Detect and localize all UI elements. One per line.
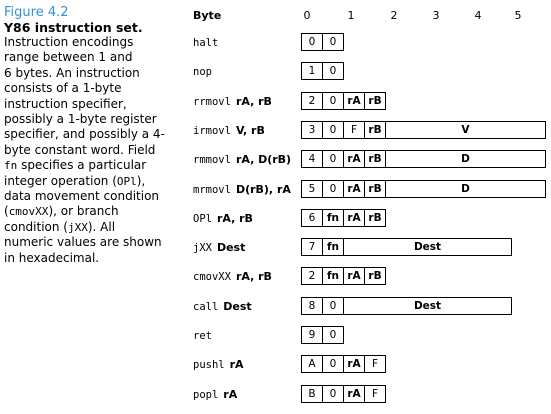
caption-text: condition ( [4, 219, 68, 234]
caption-text: Instruction encodings [4, 35, 134, 49]
instruction-row-irmovl [0, 121, 551, 141]
caption-text: 6 bytes. An instruction [4, 65, 140, 80]
instruction-row-mrmovl [0, 180, 551, 200]
instruction-row-opl [0, 209, 551, 229]
operands: rA, rB [216, 211, 253, 225]
encoding-field: 8 [301, 297, 323, 315]
operands: rA, rB [235, 270, 272, 284]
opcode-name: ret [193, 330, 212, 342]
encoding-field: 0 [322, 92, 344, 110]
instruction-row-rmmovl [0, 150, 551, 173]
caption-text: possibly a 1-byte register [4, 112, 157, 127]
encoding-field: 2 [301, 92, 323, 110]
caption-code: OPl [116, 174, 137, 188]
encoding-field: rA [343, 355, 365, 373]
instruction-label [193, 212, 253, 225]
operands: Dest [216, 241, 246, 255]
operands: rA, rB [235, 94, 272, 108]
operands: rA [223, 387, 238, 401]
encoding-field: 9 [301, 326, 323, 344]
instruction-label [193, 183, 291, 196]
instruction-row-ret [0, 326, 551, 346]
encoding-field: Dest [343, 238, 512, 256]
encoding-field: 0 [322, 150, 344, 168]
encoding-field: 0 [322, 33, 344, 51]
encoding-field: rB [364, 121, 386, 139]
encoding-field: 0 [322, 297, 344, 315]
instruction-label [193, 65, 212, 78]
instruction-label [193, 124, 265, 137]
encoding-field: 0 [322, 326, 344, 344]
byte-column-0: 0 [303, 9, 311, 22]
encoding-field: 0 [301, 33, 323, 51]
opcode-name: jXX [193, 242, 212, 255]
instruction-label [193, 358, 244, 371]
caption-text: specifier, and possibly a 4- [4, 127, 165, 142]
caption-text: range between 1 and [4, 50, 133, 65]
operands: rA [229, 358, 244, 372]
opcode-name: halt [193, 37, 219, 49]
instruction-row-pushl [0, 355, 551, 375]
caption-code: cmovXX [8, 205, 49, 219]
instruction-label [193, 270, 272, 283]
encoding-field: 0 [322, 355, 344, 373]
operands: V, rB [235, 123, 265, 137]
instruction-label [193, 300, 252, 313]
caption-text: specifies a particular [17, 158, 147, 173]
opcode-name: OPl [193, 212, 212, 225]
caption-text: ( [4, 204, 9, 219]
caption-text: instruction specifier, [4, 96, 127, 111]
caption-text: data movement condition [4, 189, 160, 204]
instruction-label [193, 95, 272, 108]
figure-title: Y86 instruction set. [4, 20, 143, 35]
caption-text: numeric values are shown [4, 235, 162, 250]
encoding-field: rA [343, 180, 365, 198]
instruction-label [193, 388, 237, 401]
opcode-name: mrmovl [193, 183, 231, 196]
instruction-row-cmovxx [0, 267, 551, 287]
encoding-field: rA [343, 267, 365, 285]
encoding-field: 3 [301, 121, 323, 139]
operands: rA, D(rB) [235, 153, 292, 167]
instruction-row-halt [0, 33, 551, 53]
encoding-field: fn [322, 267, 344, 285]
opcode-name: pushl [193, 359, 225, 372]
encoding-field: A [301, 355, 323, 373]
encoding-field: V [385, 121, 546, 139]
encoding-field: rA [343, 150, 365, 168]
encoding-field: rA [343, 209, 365, 227]
encoding-field: 0 [322, 121, 344, 139]
caption-text: consists of a 1-byte [4, 81, 122, 96]
byte-column-5: 5 [514, 9, 522, 22]
opcode-name: irmovl [193, 124, 231, 137]
opcode-name: rmmovl [193, 154, 231, 167]
opcode-name: rrmovl [193, 95, 231, 108]
encoding-field: 4 [301, 150, 323, 168]
instruction-row-rrmovl [0, 92, 551, 112]
encoding-field: rA [343, 92, 365, 110]
encoding-field: 1 [301, 62, 323, 80]
operands: Dest [223, 299, 252, 313]
encoding-field: 5 [301, 180, 323, 198]
encoding-field: rB [364, 267, 386, 285]
opcode-name: popl [193, 388, 219, 401]
instruction-row-popl [0, 385, 551, 405]
opcode-name: cmovXX [193, 271, 231, 284]
instruction-row-nop [0, 62, 551, 82]
encoding-field: fn [322, 238, 344, 256]
encoding-field: 6 [301, 209, 323, 227]
caption-text: integer operation ( [4, 173, 117, 188]
caption-text: byte constant word. Field [4, 142, 156, 157]
byte-column-4: 4 [474, 9, 482, 22]
instruction-label [193, 329, 212, 342]
encoding-field: rB [364, 92, 386, 110]
figure-label: Figure 4.2 [4, 5, 69, 20]
caption-text: in hexadecimal. [4, 250, 100, 265]
instruction-label [193, 36, 218, 49]
encoding-field: rB [364, 180, 386, 198]
encoding-field: 0 [322, 180, 344, 198]
caption-code: jXX [67, 220, 88, 234]
instruction-row-jxx [0, 238, 551, 258]
encoding-field: fn [322, 209, 344, 227]
encoding-field: rA [343, 385, 365, 403]
byte-column-3: 3 [432, 9, 440, 22]
encoding-field: rB [364, 209, 386, 227]
operands: D(rB), rA [235, 182, 291, 196]
caption-text: ), or branch [48, 204, 119, 219]
encoding-field: D [385, 150, 546, 168]
opcode-name: nop [193, 66, 212, 79]
byte-column-1: 1 [347, 9, 355, 22]
caption-text: ), [136, 173, 146, 188]
encoding-field: 0 [322, 385, 344, 403]
caption-code: fn [4, 159, 18, 173]
encoding-field: B [301, 385, 323, 403]
encoding-field: 0 [322, 62, 344, 80]
instruction-row-call [0, 297, 551, 317]
encoding-field: rB [364, 150, 386, 168]
encoding-field: F [364, 355, 386, 373]
byte-header: Byte [193, 9, 222, 22]
encoding-field: F [343, 121, 365, 139]
caption-text: ). All [87, 219, 116, 234]
instruction-label [193, 241, 245, 254]
encoding-field: 7 [301, 238, 323, 256]
encoding-field: Dest [343, 297, 512, 315]
encoding-field: D [385, 180, 546, 198]
encoding-field: 2 [301, 267, 323, 285]
encoding-field: F [364, 385, 386, 403]
byte-column-2: 2 [390, 9, 398, 22]
instruction-label [193, 153, 291, 166]
opcode-name: call [193, 300, 219, 313]
